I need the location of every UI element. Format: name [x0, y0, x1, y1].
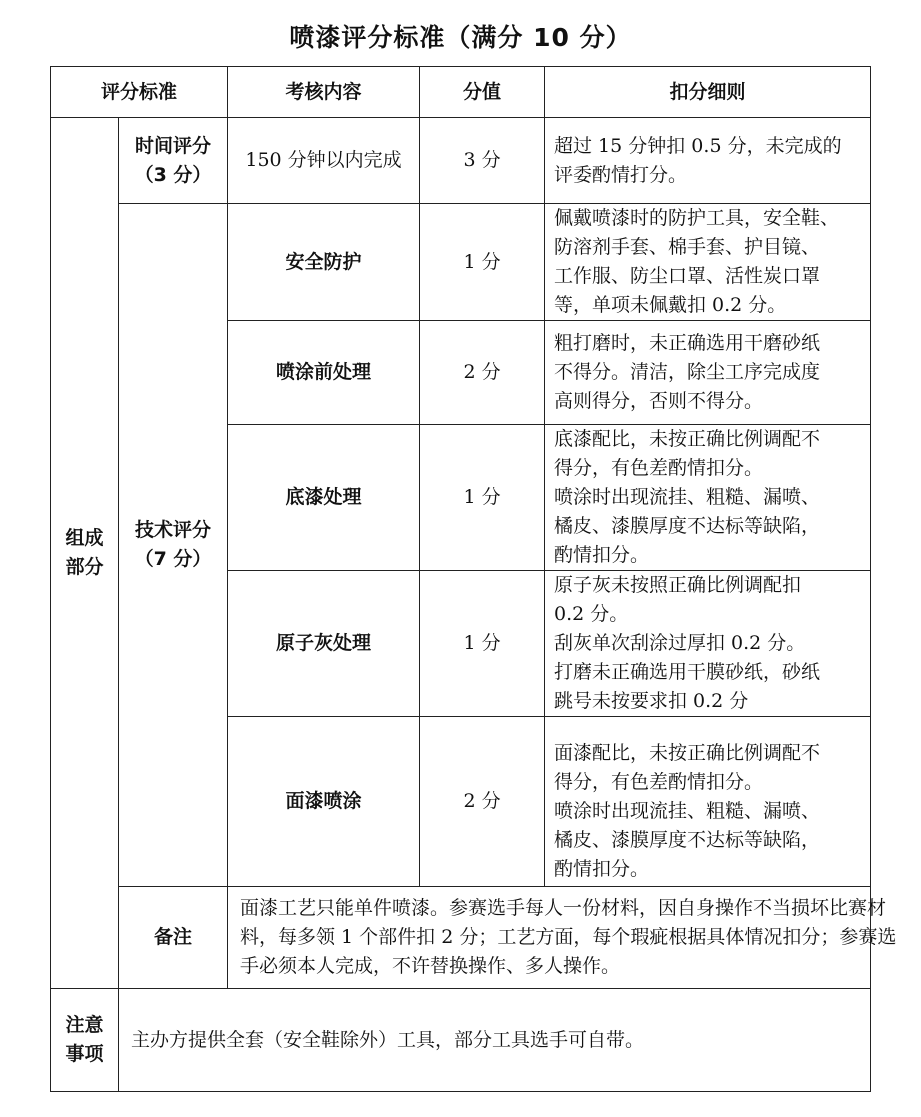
time-score-value: 3 分	[420, 118, 545, 204]
table-row-time	[51, 118, 871, 204]
header-score: 分值	[420, 67, 545, 118]
item-content: 底漆处理	[228, 425, 420, 571]
item-content: 安全防护	[228, 204, 420, 321]
item-content: 原子灰处理	[228, 571, 420, 717]
page-title: 喷漆评分标准（满分 10 分）	[289, 23, 632, 52]
item-score: 2 分	[420, 321, 545, 425]
tech-score-label: 技术评分 （7 分）	[119, 204, 228, 887]
notice-text: 主办方提供全套（安全鞋除外）工具，部分工具选手可自带。	[119, 989, 871, 1092]
item-content: 喷涂前处理	[228, 321, 420, 425]
notice-label: 注意 事项	[51, 989, 119, 1092]
item-score: 1 分	[420, 425, 545, 571]
header-criteria: 评分标准	[51, 67, 228, 118]
item-deduction-detail: 面漆配比，未按正确比例调配不 得分，有色差酌情扣分。 喷涂时出现流挂、粗糙、漏喷、 橘皮、漆膜厚度不达标等缺陷， 酌情扣分。	[545, 717, 871, 887]
table-row-remarks	[51, 887, 871, 989]
item-score: 1 分	[420, 204, 545, 321]
item-content: 面漆喷涂	[228, 717, 420, 887]
scoring-table	[50, 66, 897, 1092]
item-deduction-detail: 粗打磨时，未正确选用干磨砂纸 不得分。清洁，除尘工序完成度 高则得分，否则不得分。	[545, 321, 871, 425]
header-content: 考核内容	[228, 67, 420, 118]
remarks-label: 备注	[119, 887, 228, 989]
remarks-text: 面漆工艺只能单件喷漆。参赛选手每人一份材料，因自身操作不当损坏比赛材 料，每多领 1 个部件扣 2 分；工艺方面，每个瑕疵根据具体情况扣分；参赛选 手必须本人完成，不许替换操作、多人操作。	[228, 887, 871, 989]
item-deduction-detail: 原子灰未按照正确比例调配扣 0.2 分。 刮灰单次刮涂过厚扣 0.2 分。 打磨未正确选用干膜砂纸，砂纸 跳号未按要求扣 0.2 分	[545, 571, 871, 717]
time-score-label: 时间评分 （3 分）	[119, 118, 228, 204]
header-deduction: 扣分细则	[545, 67, 871, 118]
table-header-row	[51, 67, 871, 118]
item-deduction-detail: 底漆配比，未按正确比例调配不 得分，有色差酌情扣分。 喷涂时出现流挂、粗糙、漏喷、 橘皮、漆膜厚度不达标等缺陷， 酌情扣分。	[545, 425, 871, 571]
table-row-notice	[51, 989, 871, 1092]
item-deduction-detail: 佩戴喷漆时的防护工具，安全鞋、 防溶剂手套、棉手套、护目镜、 工作服、防尘口罩、活性炭口罩 等，单项未佩戴扣 0.2 分。	[545, 204, 871, 321]
time-deduction-detail: 超过 15 分钟扣 0.5 分，未完成的 评委酌情打分。	[545, 118, 871, 204]
time-content: 150 分钟以内完成	[228, 118, 420, 204]
table-row-safety	[51, 204, 871, 321]
item-score: 1 分	[420, 571, 545, 717]
item-score: 2 分	[420, 717, 545, 887]
group-label: 组成 部分	[51, 118, 119, 989]
